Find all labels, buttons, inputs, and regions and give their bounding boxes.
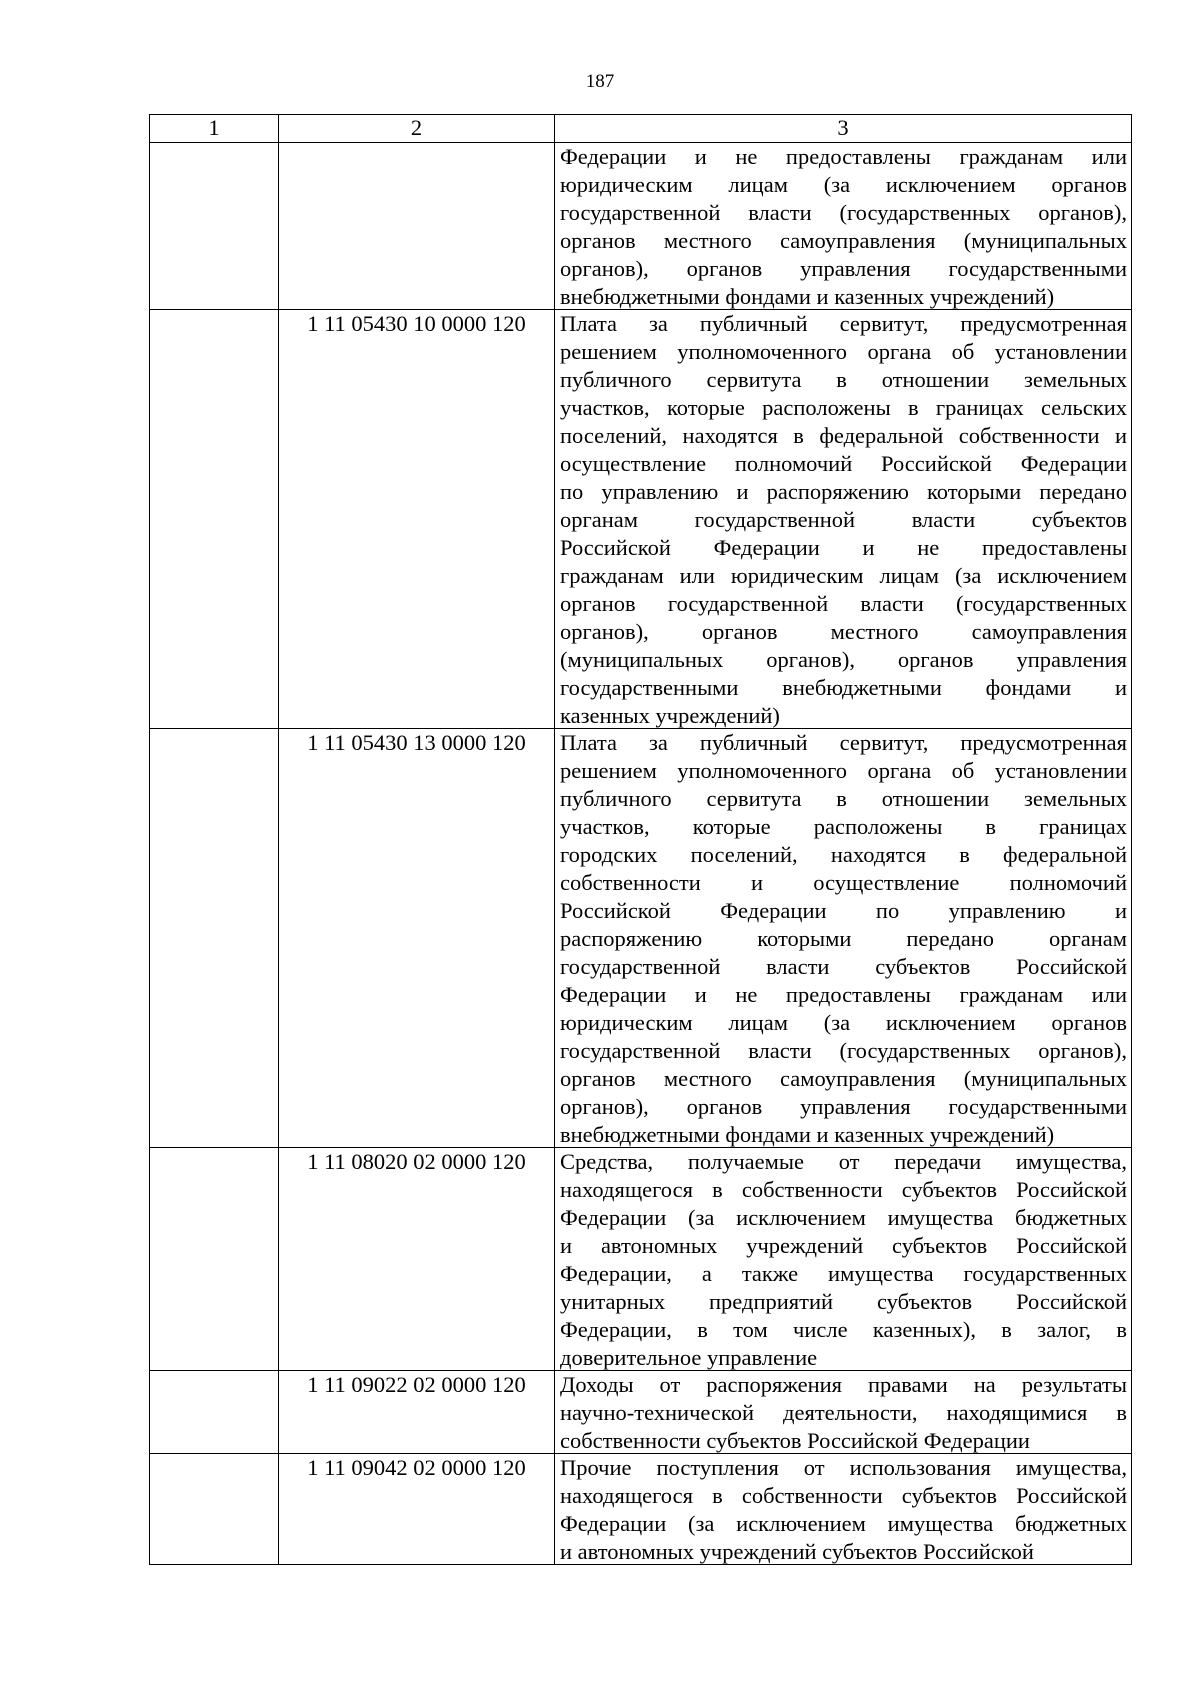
- cell-income-code: [279, 310, 555, 729]
- cell-income-description: [555, 1454, 1132, 1565]
- description-line: органов), органов управления государственными: [560, 1094, 1127, 1119]
- description-line: внебюджетными фондами и казенных учреждений): [560, 284, 1055, 309]
- income-description: [555, 1148, 1131, 1372]
- table-header-row: [150, 115, 1132, 143]
- description-line: государственной власти (государственных органов),: [560, 1038, 1127, 1063]
- description-line: Российской Федерации по управлению и: [560, 898, 1127, 923]
- description-line: государственными внебюджетными фондами и: [560, 675, 1127, 700]
- description-line: государственной власти (государственных органов),: [560, 200, 1127, 225]
- description-line: (муниципальных органов), органов управления: [560, 647, 1127, 672]
- header-col-1: 1: [150, 115, 279, 143]
- table-row: [150, 1454, 1132, 1565]
- description-line: доверительное управление: [560, 1345, 818, 1370]
- description-line: государственной власти субъектов Российской: [560, 954, 1127, 979]
- table-row: [150, 310, 1132, 729]
- description-line: юридическим лицам (за исключением органов: [560, 1010, 1127, 1035]
- description-line: Российской Федерации и не предоставлены: [560, 535, 1127, 560]
- table-row: [150, 1371, 1132, 1454]
- header-col-3: 3: [555, 115, 1132, 143]
- description-line: казенных учреждений): [560, 703, 780, 728]
- description-line: Федерации и не предоставлены гражданам или: [560, 982, 1127, 1007]
- description-line: распоряжению которыми передано органам: [560, 926, 1127, 951]
- cell-income-code: [279, 1148, 555, 1371]
- cell-income-description: [555, 1371, 1132, 1454]
- description-line: поселений, находятся в федеральной собственности и: [560, 423, 1127, 448]
- description-line: Средства, получаемые от передачи имущества,: [560, 1149, 1127, 1174]
- description-line: участков, которые расположены в границах: [560, 814, 1127, 839]
- description-line: городских поселений, находятся в федеральной: [560, 842, 1127, 867]
- description-line: собственности и осуществление полномочий: [560, 870, 1127, 895]
- income-code: 1 11 05430 13 0000 120: [307, 730, 526, 755]
- cell-income-code: [279, 729, 555, 1148]
- description-line: Федерации и не предоставлены гражданам или: [560, 144, 1127, 169]
- description-line: собственности субъектов Российской Федерации: [560, 1428, 1030, 1453]
- cell-income-description: [555, 143, 1132, 310]
- description-line: участков, которые расположены в границах сельских: [560, 395, 1127, 420]
- cell-col-1: [150, 1371, 279, 1454]
- income-code: 1 11 05430 10 0000 120: [307, 311, 526, 336]
- page-number: 187: [585, 71, 615, 92]
- header-col-2: 2: [279, 115, 555, 143]
- cell-col-1: [150, 143, 279, 310]
- description-line: органам государственной власти субъектов: [560, 507, 1127, 532]
- income-description: [555, 729, 1131, 1149]
- description-line: Плата за публичный сервитут, предусмотренная: [560, 311, 1127, 336]
- cell-col-1: [150, 729, 279, 1148]
- cell-income-code: [279, 1371, 555, 1454]
- description-line: осуществление полномочий Российской Федерации: [560, 451, 1127, 476]
- description-line: гражданам или юридическим лицам (за исключением: [560, 563, 1127, 588]
- description-line: органов), органов местного самоуправления: [560, 619, 1127, 644]
- description-line: унитарных предприятий субъектов Российской: [560, 1289, 1127, 1314]
- description-line: органов местного самоуправления (муниципальных: [560, 228, 1127, 253]
- description-line: находящегося в собственности субъектов Российской: [560, 1177, 1127, 1202]
- description-line: внебюджетными фондами и казенных учреждений): [560, 1122, 1055, 1147]
- table-row: [150, 729, 1132, 1148]
- description-line: публичного сервитута в отношении земельных: [560, 786, 1127, 811]
- table-row: [150, 1148, 1132, 1371]
- income-description: [555, 1371, 1131, 1455]
- description-line: органов), органов управления государственными: [560, 256, 1127, 281]
- income-description: [555, 310, 1131, 730]
- description-line: органов местного самоуправления (муниципальных: [560, 1066, 1127, 1091]
- income-code: 1 11 09042 02 0000 120: [307, 1455, 526, 1480]
- description-line: и автономных учреждений субъектов Российской: [560, 1233, 1127, 1258]
- income-code: 1 11 09022 02 0000 120: [307, 1372, 526, 1397]
- income-description: [555, 143, 1131, 311]
- description-line: Прочие поступления от использования имущества,: [560, 1455, 1127, 1480]
- cell-income-description: [555, 729, 1132, 1148]
- cell-col-1: [150, 1454, 279, 1565]
- description-line: Доходы от распоряжения правами на результаты: [560, 1372, 1127, 1397]
- description-line: Федерации (за исключением имущества бюджетных: [560, 1511, 1127, 1536]
- table-row: [150, 143, 1132, 310]
- income-code: 1 11 08020 02 0000 120: [307, 1149, 526, 1174]
- cell-col-1: [150, 310, 279, 729]
- description-line: решением уполномоченного органа об установлении: [560, 339, 1127, 364]
- income-description: [555, 1454, 1131, 1566]
- description-line: Федерации, а также имущества государственных: [560, 1261, 1127, 1286]
- description-line: решением уполномоченного органа об установлении: [560, 758, 1127, 783]
- cell-income-code: [279, 143, 555, 310]
- cell-col-1: [150, 1148, 279, 1371]
- cell-income-description: [555, 310, 1132, 729]
- description-line: по управлению и распоряжению которыми передано: [560, 479, 1127, 504]
- description-line: органов государственной власти (государственных: [560, 591, 1127, 616]
- description-line: научно-технической деятельности, находящимися в: [560, 1400, 1127, 1425]
- description-line: и автономных учреждений субъектов Российской: [560, 1539, 1034, 1564]
- description-line: Федерации, в том числе казенных), в залог, в: [560, 1317, 1127, 1342]
- description-line: юридическим лицам (за исключением органов: [560, 172, 1127, 197]
- cell-income-code: [279, 1454, 555, 1565]
- description-line: Плата за публичный сервитут, предусмотренная: [560, 730, 1127, 755]
- description-line: публичного сервитута в отношении земельных: [560, 367, 1127, 392]
- description-line: находящегося в собственности субъектов Российской: [560, 1483, 1127, 1508]
- description-line: Федерации (за исключением имущества бюджетных: [560, 1205, 1127, 1230]
- budget-classification-table: [149, 114, 1132, 1565]
- cell-income-description: [555, 1148, 1132, 1371]
